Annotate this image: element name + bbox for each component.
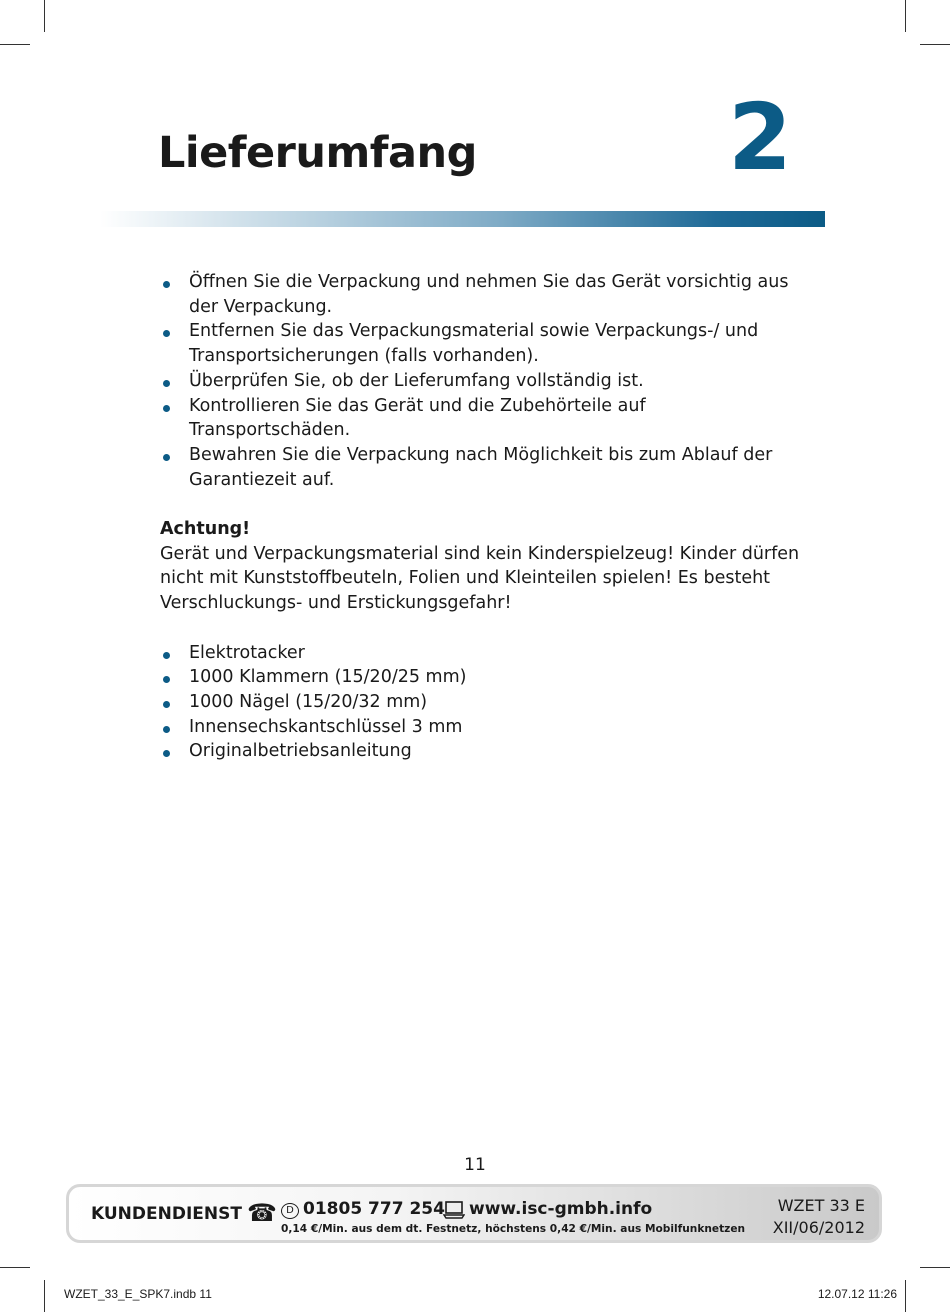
rate-d-icon: D: [281, 1203, 299, 1219]
list-item: Kontrollieren Sie das Gerät und die Zubehörteile auf Transportschäden.: [160, 394, 810, 443]
bullet-icon: [163, 652, 170, 659]
list-item: Entfernen Sie das Verpackungsmaterial sowie Verpackungs-/ und Transportsicherungen (falls vorhanden).: [160, 319, 810, 368]
service-phone: 01805 777 254: [303, 1199, 445, 1219]
model-code: WZET 33 E: [777, 1196, 865, 1215]
delivery-contents-list: [160, 641, 810, 765]
chapter-number: 2: [728, 84, 793, 191]
warning-heading: Achtung!: [160, 519, 251, 540]
bullet-icon: [163, 701, 170, 708]
bullet-icon: [163, 676, 170, 683]
service-footer: [66, 1184, 882, 1243]
bullet-icon: [163, 330, 170, 337]
crop-mark: [44, 1280, 45, 1312]
warning-text: Gerät und Verpackungsmaterial sind kein Kinderspielzeug! Kinder dürfen nicht mit Kunststoffbeuteln, Folien und Kleinteilen spielen! Es besteht Verschluckungs- und Erstickungsgefahr!: [160, 543, 800, 614]
list-item: Überprüfen Sie, ob der Lieferumfang vollständig ist.: [160, 369, 810, 394]
list-item: 1000 Nägel (15/20/32 mm): [160, 690, 810, 715]
model-date: XII/06/2012: [772, 1218, 865, 1237]
service-label: KUNDENDIENST: [91, 1204, 242, 1224]
bullet-icon: [163, 281, 170, 288]
bullet-icon: [163, 405, 170, 412]
page-title: Lieferumfang: [158, 128, 477, 178]
print-file-slug: WZET_33_E_SPK7.indb 11: [64, 1287, 212, 1301]
list-item: Originalbetriebsanleitung: [160, 739, 810, 764]
service-rates: 0,14 €/Min. aus dem dt. Festnetz, höchstens 0,42 €/Min. aus Mobilfunknetzen: [281, 1223, 746, 1235]
bullet-icon: [163, 726, 170, 733]
print-timestamp: 12.07.12 11:26: [817, 1287, 897, 1301]
list-item: Elektrotacker: [160, 641, 810, 666]
crop-mark: [905, 1280, 906, 1312]
list-item: Bewahren Sie die Verpackung nach Möglichkeit bis zum Ablauf der Garantiezeit auf.: [160, 443, 810, 492]
page-content: [160, 270, 810, 764]
list-item: Öffnen Sie die Verpackung und nehmen Sie das Gerät vorsichtig aus der Verpackung.: [160, 270, 810, 319]
bullet-icon: [163, 454, 170, 461]
crop-mark: [920, 1267, 950, 1268]
crop-mark: [920, 44, 950, 45]
crop-mark: [0, 1267, 30, 1268]
telephone-icon: ☎: [247, 1199, 277, 1227]
list-item: 1000 Klammern (15/20/25 mm): [160, 665, 810, 690]
crop-mark: [905, 0, 906, 32]
unpacking-steps-list: [160, 270, 810, 492]
crop-mark: [44, 0, 45, 32]
bullet-icon: [163, 750, 170, 757]
model-info: [773, 1195, 865, 1239]
bullet-icon: [163, 380, 170, 387]
service-website: www.isc-gmbh.info: [469, 1199, 653, 1219]
list-item: Innensechskantschlüssel 3 mm: [160, 715, 810, 740]
page-number: 11: [464, 1155, 486, 1175]
header-gradient-rule: [100, 211, 825, 227]
laptop-icon: [443, 1201, 465, 1219]
crop-mark: [0, 44, 30, 45]
